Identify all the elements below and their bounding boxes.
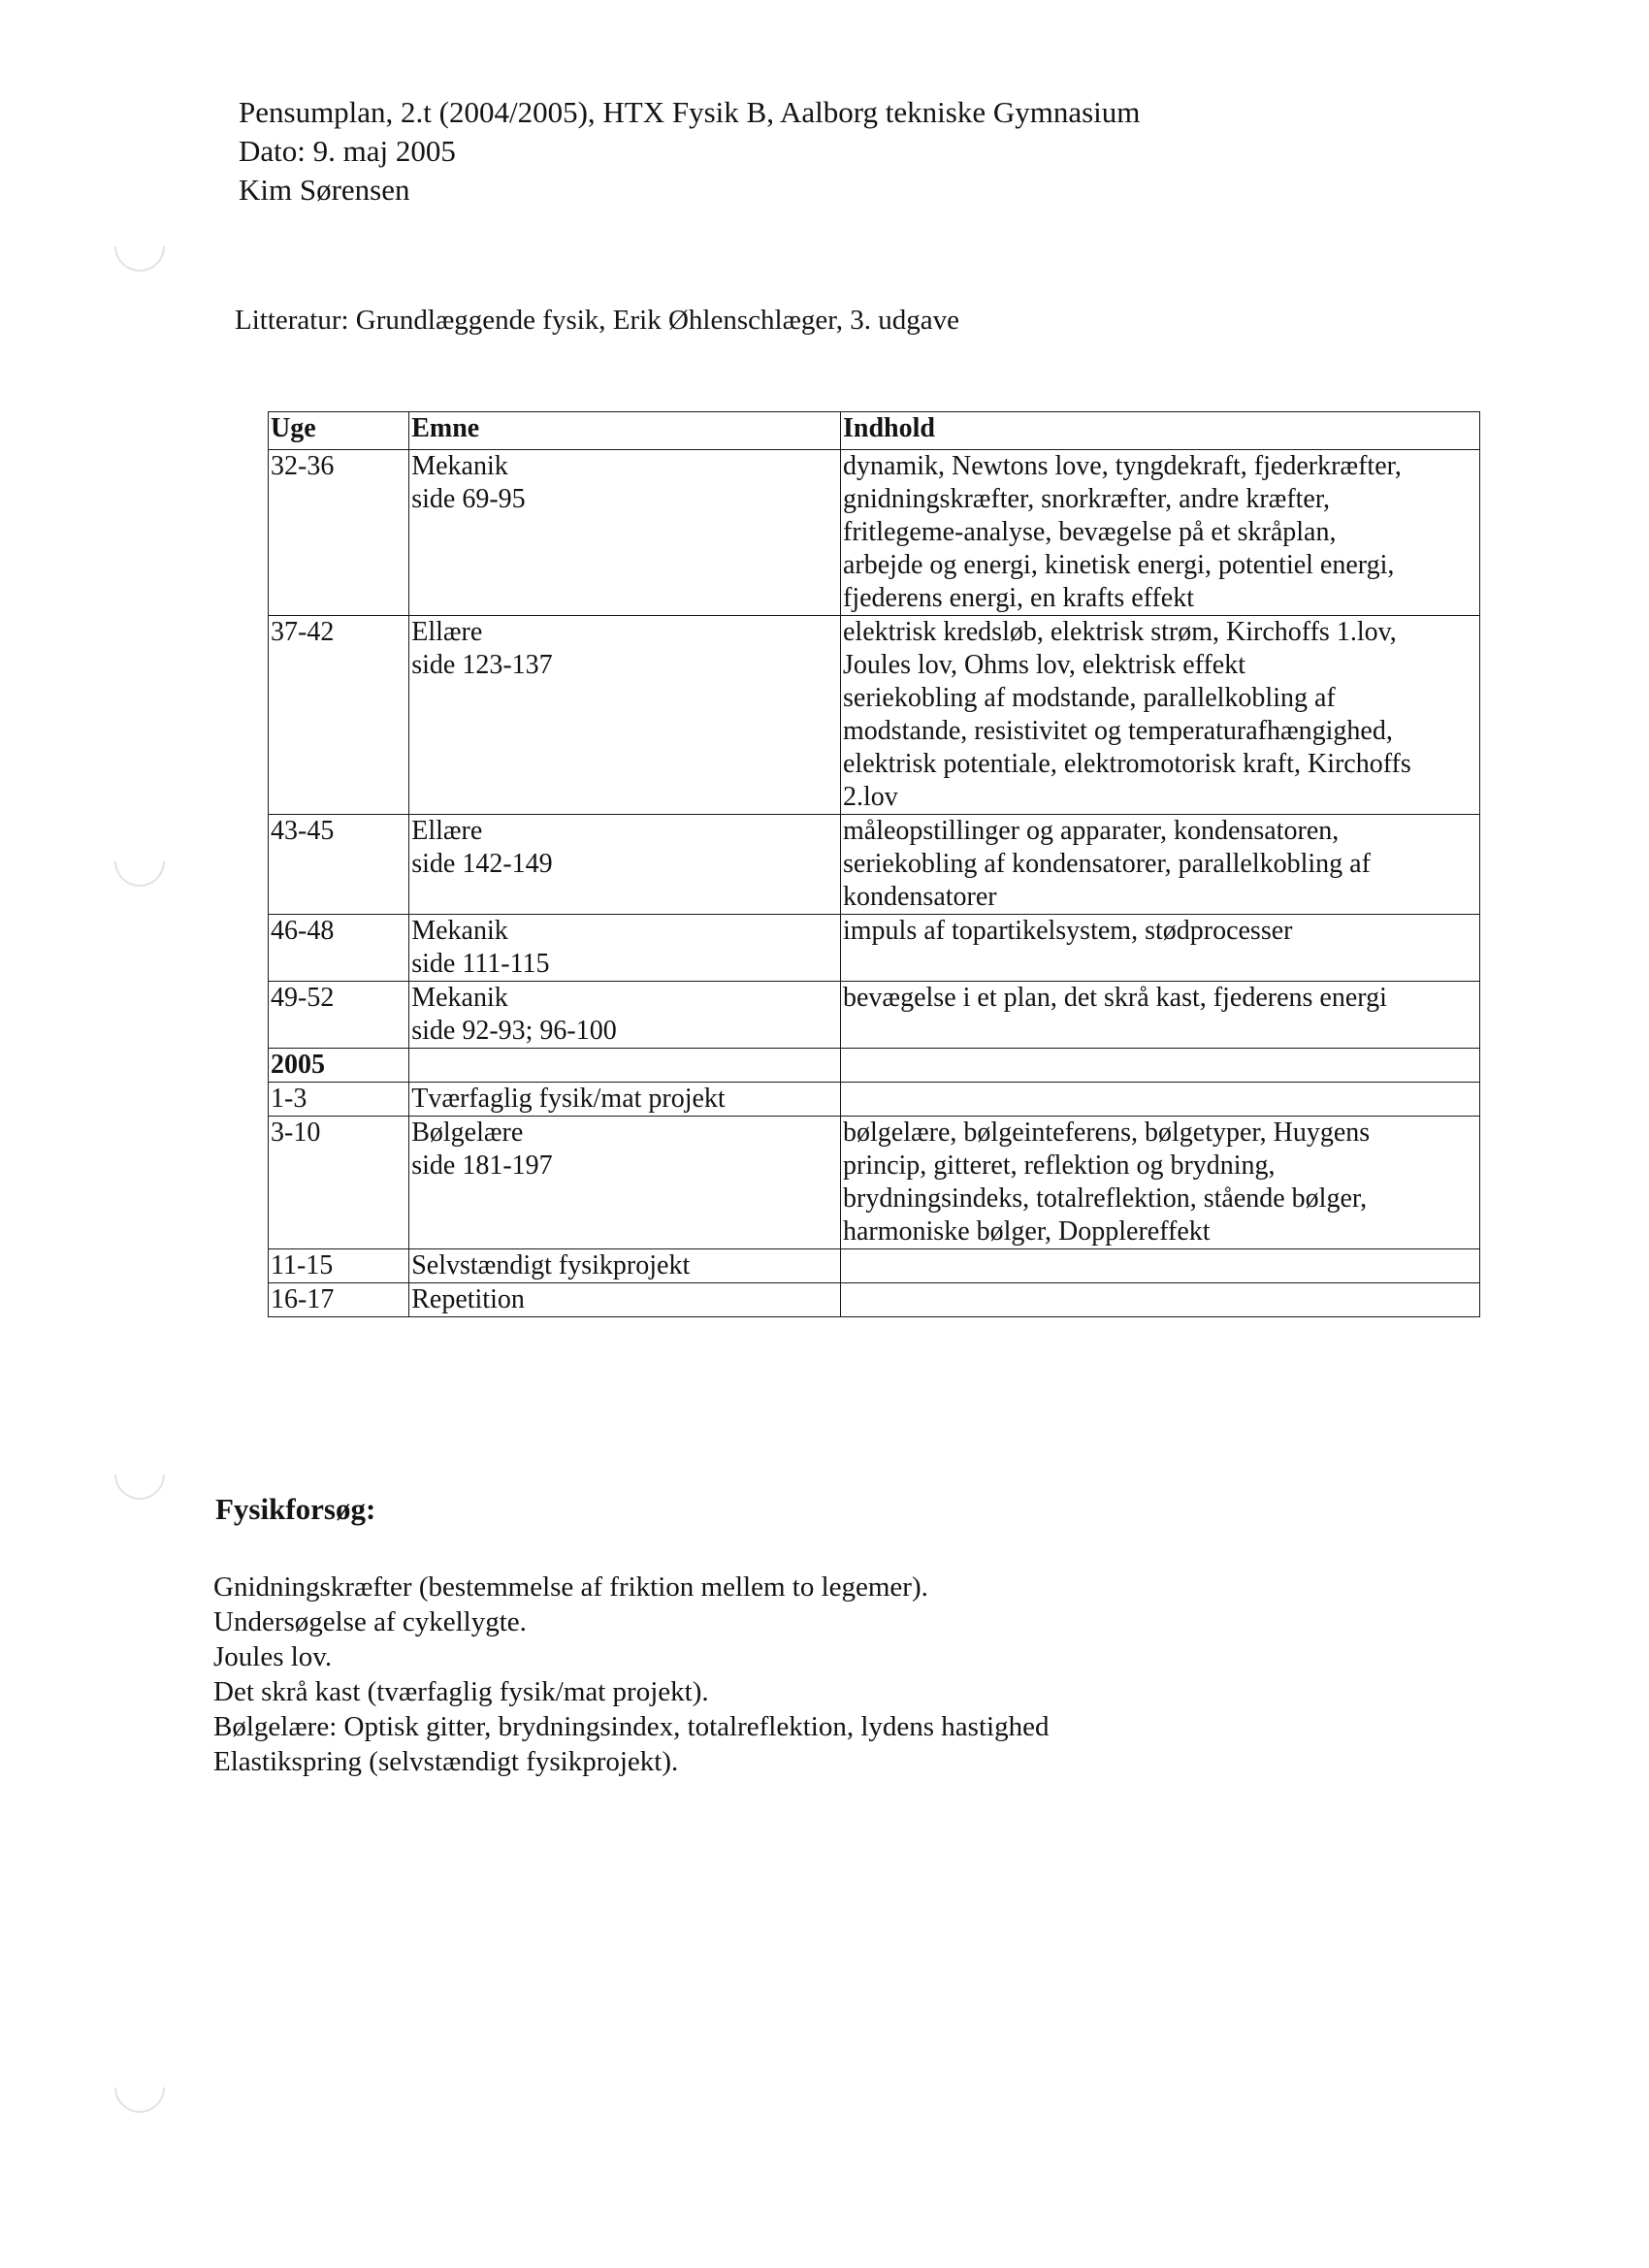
- cell-emne: [409, 815, 841, 915]
- cell-indhold: [841, 450, 1480, 616]
- experiment-item: Undersøgelse af cykellygte.: [213, 1606, 527, 1637]
- document-author: Kim Sørensen: [239, 173, 410, 207]
- cell-uge: 43-45: [269, 815, 409, 915]
- punch-hole-mark: [104, 2052, 176, 2123]
- table-body: [269, 450, 1480, 1317]
- cell-emne: [409, 1049, 841, 1083]
- experiments-list: [213, 1570, 1049, 1779]
- table-row: [269, 1283, 1480, 1317]
- indhold-line: gnidningskræfter, snorkræfter, andre kræfter,: [843, 484, 1331, 514]
- punch-hole-mark: [104, 1439, 176, 1510]
- emne-line: Bølgelære: [411, 1118, 524, 1148]
- cell-indhold: [841, 1083, 1480, 1117]
- punch-hole-mark: [104, 826, 176, 897]
- indhold-line: fritlegeme-analyse, bevægelse på et skråplan,: [843, 517, 1337, 547]
- cell-uge: 11-15: [269, 1249, 409, 1283]
- cell-indhold: [841, 1117, 1480, 1249]
- document-date: Dato: 9. maj 2005: [239, 134, 456, 168]
- table-row: [269, 450, 1480, 616]
- experiment-item: Bølgelære: Optisk gitter, brydningsindex, totalreflektion, lydens hastighed: [213, 1711, 1050, 1742]
- indhold-line: seriekobling af kondensatorer, parallelkobling af: [843, 849, 1371, 879]
- cell-emne: [409, 1083, 841, 1117]
- indhold-line: brydningsindeks, totalreflektion, stående bølger,: [843, 1183, 1368, 1214]
- emne-line: Repetition: [411, 1284, 525, 1314]
- indhold-line: dynamik, Newtons love, tyngdekraft, fjederkræfter,: [843, 451, 1402, 481]
- cell-emne: [409, 1249, 841, 1283]
- indhold-line: harmoniske bølger, Dopplereffekt: [843, 1216, 1211, 1247]
- experiment-item: Joules lov.: [213, 1641, 333, 1672]
- punch-hole-mark: [104, 211, 176, 282]
- emne-line: side 123-137: [411, 650, 553, 680]
- curriculum-table: [268, 411, 1480, 1317]
- emne-line: Ellære: [411, 617, 483, 647]
- cell-indhold: [841, 616, 1480, 815]
- cell-uge: 49-52: [269, 982, 409, 1049]
- indhold-line: seriekobling af modstande, parallelkobling af: [843, 683, 1336, 713]
- table-row: [269, 1117, 1480, 1249]
- cell-emne: [409, 450, 841, 616]
- cell-uge: 16-17: [269, 1283, 409, 1317]
- indhold-line: impuls af topartikelsystem, stødprocesser: [843, 916, 1293, 946]
- indhold-line: elektrisk kredsløb, elektrisk strøm, Kirchoffs 1.lov,: [843, 617, 1397, 647]
- table-row: [269, 915, 1480, 982]
- emne-line: Mekanik: [411, 451, 508, 481]
- emne-line: side 181-197: [411, 1150, 553, 1181]
- emne-line: side 111-115: [411, 949, 550, 979]
- table-header-row: [269, 412, 1480, 450]
- indhold-line: måleopstillinger og apparater, kondensatoren,: [843, 816, 1340, 846]
- emne-line: side 92-93; 96-100: [411, 1016, 617, 1046]
- cell-emne: [409, 915, 841, 982]
- emne-line: Tværfaglig fysik/mat projekt: [411, 1084, 726, 1114]
- emne-line: Ellære: [411, 816, 483, 846]
- emne-line: side 142-149: [411, 849, 553, 879]
- experiment-item: Gnidningskræfter (bestemmelse af friktion mellem to legemer).: [213, 1571, 928, 1603]
- emne-line: side 69-95: [411, 484, 526, 514]
- cell-uge: 37-42: [269, 616, 409, 815]
- document-title: Pensumplan, 2.t (2004/2005), HTX Fysik B, Aalborg tekniske Gymnasium: [239, 95, 1141, 129]
- table-row: [269, 1249, 1480, 1283]
- experiment-item: Det skrå kast (tværfaglig fysik/mat projekt).: [213, 1676, 709, 1707]
- cell-emne: [409, 982, 841, 1049]
- indhold-line: bølgelære, bølgeinteferens, bølgetyper, Huygens: [843, 1118, 1371, 1148]
- cell-indhold: [841, 1283, 1480, 1317]
- table-row: [269, 815, 1480, 915]
- indhold-line: arbejde og energi, kinetisk energi, potentiel energi,: [843, 550, 1395, 580]
- cell-indhold: [841, 815, 1480, 915]
- cell-uge: 46-48: [269, 915, 409, 982]
- indhold-line: bevægelse i et plan, det skrå kast, fjederens energi: [843, 983, 1387, 1013]
- cell-uge: 32-36: [269, 450, 409, 616]
- indhold-line: princip, gitteret, reflektion og brydning,: [843, 1150, 1276, 1181]
- cell-emne: [409, 1283, 841, 1317]
- table-row: [269, 1083, 1480, 1117]
- table-row: [269, 616, 1480, 815]
- cell-indhold: [841, 1249, 1480, 1283]
- cell-indhold: [841, 982, 1480, 1049]
- cell-emne: [409, 1117, 841, 1249]
- header-uge: Uge: [269, 412, 409, 450]
- cell-emne: [409, 616, 841, 815]
- experiment-item: Elastikspring (selvstændigt fysikprojekt).: [213, 1746, 679, 1777]
- emne-line: Selvstændigt fysikprojekt: [411, 1250, 691, 1280]
- table-row: [269, 1049, 1480, 1083]
- cell-uge: 1-3: [269, 1083, 409, 1117]
- indhold-line: elektrisk potentiale, elektromotorisk kraft, Kirchoffs: [843, 749, 1411, 779]
- cell-indhold: [841, 915, 1480, 982]
- experiments-title: Fysikforsøg:: [215, 1492, 376, 1526]
- emne-line: Mekanik: [411, 983, 508, 1013]
- indhold-line: Joules lov, Ohms lov, elektrisk effekt: [843, 650, 1246, 680]
- header-indhold: Indhold: [841, 412, 1480, 450]
- cell-indhold: [841, 1049, 1480, 1083]
- cell-uge: 3-10: [269, 1117, 409, 1249]
- table-row: [269, 982, 1480, 1049]
- indhold-line: modstande, resistivitet og temperaturafhængighed,: [843, 716, 1393, 746]
- literature-line: Litteratur: Grundlæggende fysik, Erik Øhlenschlæger, 3. udgave: [235, 305, 960, 336]
- document-header: [239, 93, 1140, 210]
- header-emne: Emne: [409, 412, 841, 450]
- indhold-line: fjederens energi, en krafts effekt: [843, 583, 1195, 613]
- emne-line: Mekanik: [411, 916, 508, 946]
- cell-uge: 2005: [269, 1049, 409, 1083]
- indhold-line: kondensatorer: [843, 882, 997, 912]
- indhold-line: 2.lov: [843, 782, 898, 812]
